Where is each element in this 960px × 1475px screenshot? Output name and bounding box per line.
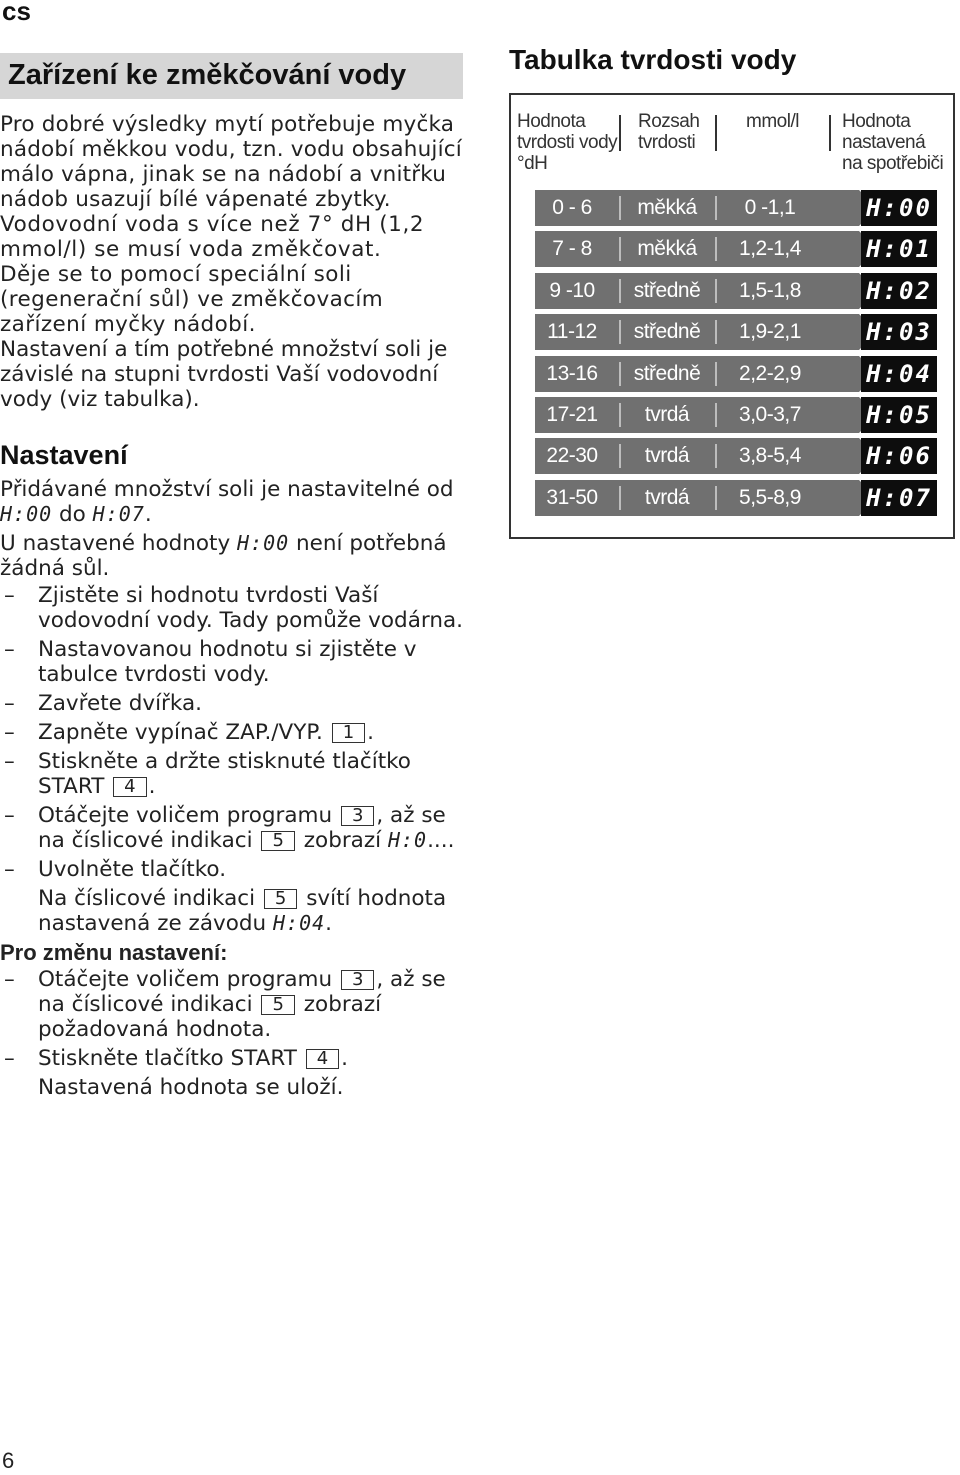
setting-min-value: H:00 bbox=[0, 502, 53, 526]
table-title: Tabulka tvrdosti vody bbox=[509, 44, 797, 75]
cell-range: tvrdá bbox=[644, 403, 690, 426]
cell-mmol: 3,0-3,7 bbox=[739, 403, 801, 426]
table-row bbox=[535, 273, 859, 309]
settings-heading: Nastavení bbox=[0, 440, 128, 470]
cell-dh: 13-16 bbox=[546, 361, 598, 385]
cell-dh: 22-30 bbox=[546, 444, 598, 468]
table-row bbox=[535, 397, 859, 433]
step-item: – Otáčejte voličem programu 3 , až se na číslicové indikaci 5 zobrazí H:0.... bbox=[4, 803, 455, 853]
cell-mmol: 3,8-5,4 bbox=[739, 444, 801, 468]
cell-range: tvrdá bbox=[644, 485, 690, 509]
display-setting-value: H:05 bbox=[861, 397, 937, 433]
display-setting-value: H:07 bbox=[861, 480, 937, 516]
cell-dh: 11-12 bbox=[547, 320, 597, 344]
intro-paragraph-3: Děje se to pomocí speciální soli (regenerační sůl) ve změkčovacím zařízení myčky nádobí. bbox=[0, 262, 384, 337]
step-item: – Zapněte vypínač ZAP./VYP. 1 . bbox=[4, 720, 374, 745]
change-step-note: Nastavená hodnota se uloží. bbox=[38, 1075, 344, 1100]
intro-paragraph-4: Nastavení a tím potřebné množství soli je závislé na stupni tvrdosti Vaší vodovodní vody (viz tabulka). bbox=[0, 337, 448, 412]
header-range: Rozsah tvrdosti bbox=[638, 111, 700, 153]
display-setting-value: H:01 bbox=[861, 231, 937, 267]
display-setting-value: H:04 bbox=[861, 356, 937, 392]
step-item: – Nastavovanou hodnotu si zjistěte v tabulce tvrdosti vody. bbox=[4, 637, 417, 687]
table-row bbox=[535, 356, 859, 392]
change-step-item: – Otáčejte voličem programu 3 , až se na číslicové indikaci 5 zobrazí požadovaná hodnota. bbox=[4, 967, 446, 1042]
change-step-item: – Stiskněte tlačítko START 4 . bbox=[4, 1046, 348, 1071]
digital-display-ref: 5 bbox=[264, 889, 297, 909]
cell-mmol: 2,2-2,9 bbox=[739, 361, 801, 385]
settings-body bbox=[0, 477, 470, 1100]
digital-display-ref: 5 bbox=[261, 995, 294, 1015]
table-row bbox=[535, 231, 859, 267]
cell-range: tvrdá bbox=[644, 444, 690, 468]
display-setting-value: H:00 bbox=[861, 190, 937, 226]
intro-text bbox=[0, 112, 470, 412]
table-row bbox=[535, 438, 859, 474]
cell-dh: 31-50 bbox=[546, 485, 598, 509]
display-setting-value: H:06 bbox=[861, 438, 937, 474]
cell-dh: 17-21 bbox=[546, 403, 598, 426]
header-dh: Hodnota tvrdosti vody °dH bbox=[517, 111, 618, 174]
intro-paragraph-2: Vodovodní voda s více než 7° dH (1,2 mmol/l) se musí voda změkčovat. bbox=[0, 212, 425, 262]
cell-mmol: 1,9-2,1 bbox=[739, 320, 801, 344]
table-row bbox=[535, 190, 859, 226]
table-row bbox=[535, 480, 859, 516]
step-item: – Stiskněte a držte stisknuté tlačítko START 4 . bbox=[4, 749, 411, 799]
cell-range: středně bbox=[633, 361, 701, 385]
header-divider bbox=[829, 115, 831, 151]
cell-dh: 7 - 8 bbox=[552, 237, 592, 261]
cell-dh: 0 - 6 bbox=[552, 196, 592, 219]
cell-range: měkká bbox=[637, 237, 697, 261]
display-setting-value: H:03 bbox=[861, 314, 937, 350]
start-button-ref: 4 bbox=[113, 777, 146, 797]
display-setting-value: H:02 bbox=[861, 273, 937, 309]
section-title: Zařízení ke změkčování vody bbox=[8, 59, 407, 91]
cell-range: středně bbox=[633, 278, 701, 302]
onoff-switch-ref: 1 bbox=[332, 723, 365, 743]
language-code: cs bbox=[2, 0, 31, 26]
cell-mmol: 5,5-8,9 bbox=[739, 485, 801, 509]
header-divider bbox=[715, 115, 717, 151]
cell-mmol: 1,2-1,4 bbox=[739, 237, 801, 261]
program-selector-ref: 3 bbox=[341, 806, 374, 826]
display-value: H:0 bbox=[387, 828, 428, 852]
program-selector-ref: 3 bbox=[341, 970, 374, 990]
page-number: 6 bbox=[2, 1448, 15, 1473]
cell-dh: 9 -10 bbox=[549, 278, 595, 302]
cell-mmol: 0 -1,1 bbox=[744, 196, 796, 219]
settings-range-text: Přidávané množství soli je nastavitelné od H:00 do H:07. bbox=[0, 477, 454, 527]
intro-paragraph-1: Pro dobré výsledky mytí potřebuje myčka nádobí měkkou vodu, tzn. vodu obsahující málo vápna, jinak se na nádobí a vnitřku nádob usazují bílé vápenaté zbytky. bbox=[0, 112, 462, 212]
header-divider bbox=[619, 115, 621, 151]
cell-range: středně bbox=[633, 320, 701, 344]
factory-setting-value: H:04 bbox=[273, 911, 326, 935]
step-item: – Uvolněte tlačítko. bbox=[4, 857, 227, 882]
header-setting: Hodnota nastavená na spotřebiči bbox=[842, 111, 944, 174]
setting-max-value: H:07 bbox=[92, 502, 145, 526]
cell-mmol: 1,5-1,8 bbox=[739, 278, 801, 302]
start-button-ref: 4 bbox=[306, 1049, 339, 1069]
step-note: Na číslicové indikaci 5 svítí hodnota nastavená ze závodu H:04. bbox=[38, 886, 447, 936]
step-item: – Zjistěte si hodnotu tvrdosti Vaší vodovodní vody. Tady pomůže vodárna. bbox=[4, 583, 463, 633]
header-mmol: mmol/l bbox=[746, 111, 799, 132]
digital-display-ref: 5 bbox=[261, 831, 294, 851]
change-heading: Pro změnu nastavení: bbox=[0, 940, 228, 965]
settings-no-salt-text: U nastavené hodnoty H:00 není potřebná žádná sůl. bbox=[0, 531, 447, 581]
cell-range: měkká bbox=[637, 196, 697, 219]
step-item: – Zavřete dvířka. bbox=[4, 691, 202, 716]
section-title-bar bbox=[0, 53, 463, 99]
table-row bbox=[535, 314, 859, 350]
hardness-table bbox=[509, 93, 955, 539]
setting-zero-value: H:00 bbox=[237, 531, 290, 555]
